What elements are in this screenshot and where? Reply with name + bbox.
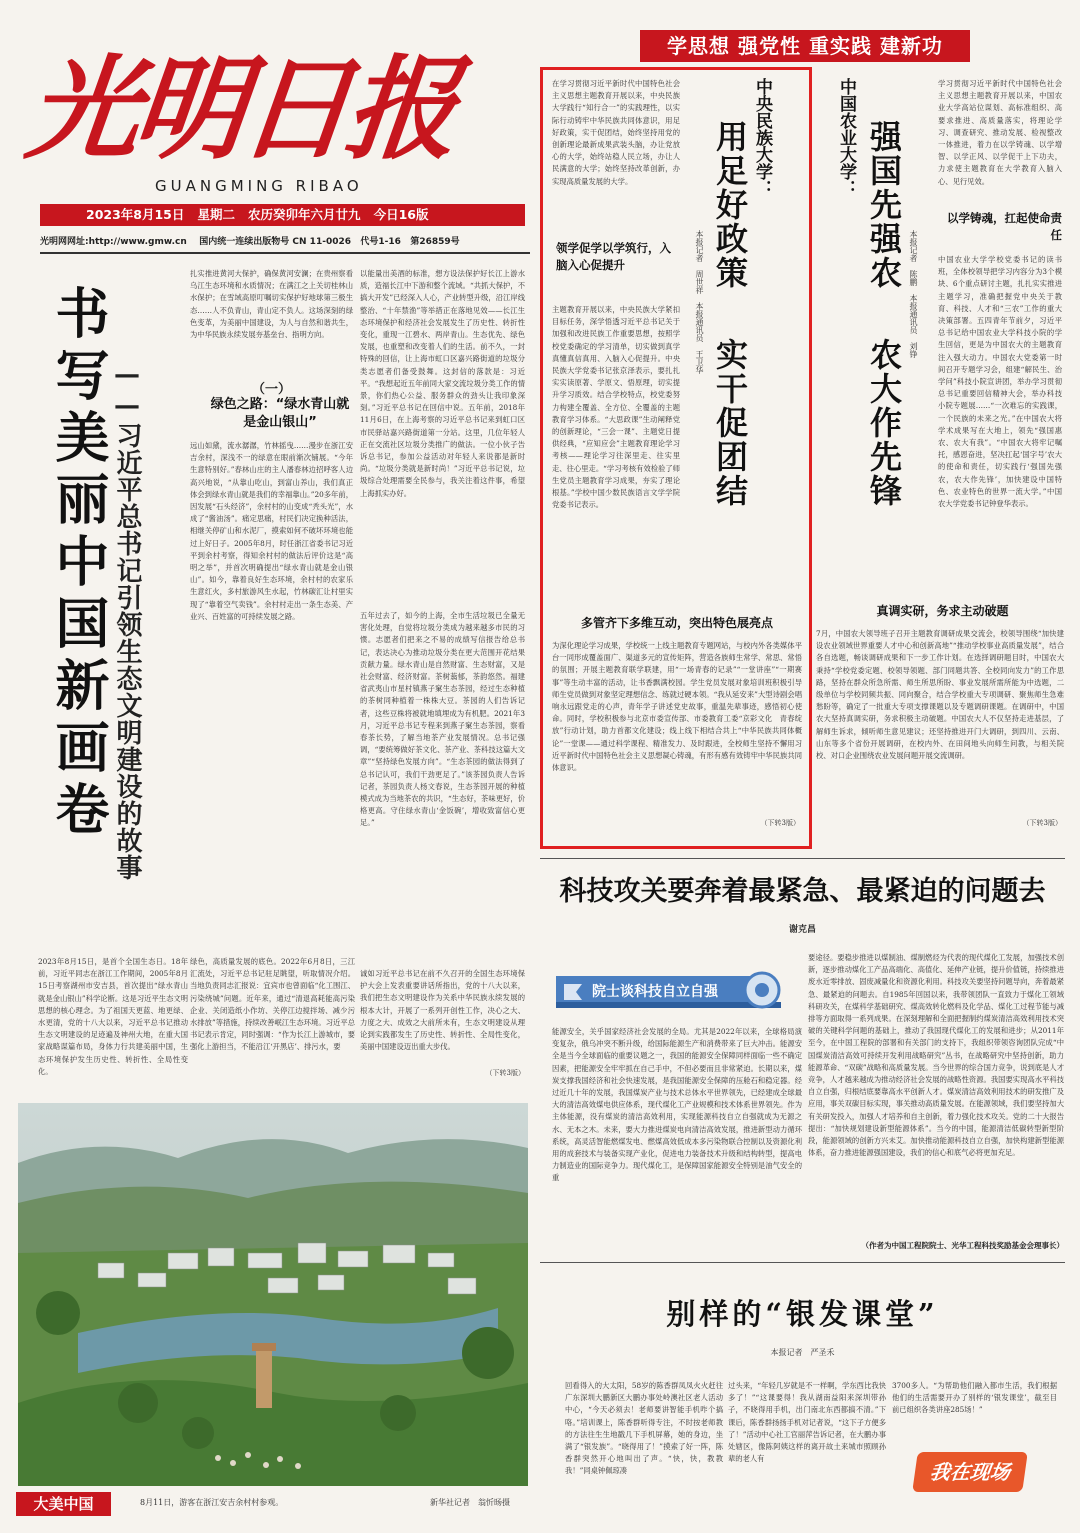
right-lead-text: 学习贯彻习近平新时代中国特色社会主义思想主题教育开展以来，中国农业大学高站位谋划、高标准组织、高要求推进、高质量落实，将理论学习、调查研究、推动发展、检视整改一体推进，着力在以学铸魂、以学增智、以学正风、以学促干上下功夫，力求使主题教育在大学教育入脑入心、见行见效。 bbox=[938, 79, 1062, 186]
center-sub1: 领学促学以学筑行，入脑入心促提升 bbox=[556, 241, 671, 272]
silver-tag: 我在现场 bbox=[912, 1452, 1028, 1492]
lead-col2-body: 远山如黛，流水潺潺，竹林摇曳……漫步在浙江安吉余村，深浅不一的绿意在眼前渐次铺展。“今年生意特别好。”春林山庄的主人潘春林边招呼客人边高兴地说，“从靠山吃山，到富山养山，我们真正体会到绿水青山就是我们的幸福靠山。”20多年前，因发展“石头经济”，余村村的山变成“秃头光”，水成了“酱油汤”。痛定思痛，村民们决定换种活法，相继关停矿山和水泥厂，摸索如何不破坏环境也能过上好日子。2005年8月，时任浙江省委书记习近平到余村考察，得知余村村的做法后评价这是“高明之举”，并首次明确提出“绿水青山就是金山银山”。如今，靠着良好生态环境，余村村的农家乐生意红火，多村旅游风生水起，竹林碳汇让村里实现了“靠着空气卖钱”。余村村走出一条生态美、产业兴、百姓富的可持续发展之路。 bbox=[190, 441, 353, 621]
lead-subtitle: ——习近平总书记引领生态文明建设的故事 bbox=[112, 360, 142, 881]
masthead-issue: 第26859号 bbox=[410, 237, 460, 247]
center-sub2: 多管齐下多维互动，突出特色展亮点 bbox=[580, 616, 773, 630]
center-jump[interactable]: （下转3版） bbox=[760, 819, 800, 827]
lead-col3: 以能量出美酒的标准，想方设法保护好长江上游水质，造福长江中下游和整个流域。“共抓大保护，不搞大开发”已经深入人心，产业转型升级，沿江岸线整治、“十年禁渔”等举措正在落地见效——长江生态环境保护和经济社会发展发生了历史性、转折性变化，重现一江碧水、两岸青山。生态优先、绿色发展，也重塑和改变着人们的生活。前不久，一封特殊的回信，让上海市虹口区嘉兴路街道的垃圾分类志愿者们备受鼓舞。这封信的落款是：习近平。“我想起近五年前同大家交流垃圾分类工作的情景，你们热心公益、服务群众的劲头让我印象深刻。”习近平总书记在回信中说。五年前，2018年11月6日，在上海考察的习近平总书记来到虹口区市民驿站嘉兴路街道第一分站。这里，几位年轻人正在交流社区垃圾分类推广的做法。一位小伙子告诉总书记，参加公益活动对年轻人来说都是新时尚。“垃圾分类就是新时尚！”习近平总书记说，垃圾综合处理需要全民参与，我关注着这件事，希望上海抓实办好。 bbox=[360, 269, 525, 498]
photo-caption: 8月11日，游客在浙江安吉余村村参观。 bbox=[140, 1498, 284, 1507]
village-photo bbox=[18, 1103, 528, 1486]
silver-text3: 3700多人。“为帮助他们融入都市生活，我们根据他们的生活需要开办了别样的‘银发课堂’，截至目前已组织各类讲座285场！” bbox=[892, 1381, 1057, 1415]
tech-column-tag bbox=[552, 968, 782, 1014]
center-school: 中央民族大学： bbox=[752, 78, 772, 197]
lead-intro: 2023年8月15日，是首个全国生态日。18年前，习近平同志在浙江工作期间，2005年8月15日考察湖州市安吉县，首次提出“绿水青山就是金山银山”科学论断。这是习近平生态文明思想的核心理念。为了祖国天更蓝、地更绿、水更清，党的十八大以来，习近平总书记推动生态文明建设的足迹遍及神州大地，在重大国家战略谋篇布局，身体力行共建美丽中国，生态环境保护发生历史性、转折性、全局性变化。 bbox=[38, 957, 188, 1076]
right-sub2: 真调实研，务求主动破题 bbox=[876, 604, 1009, 618]
right-byline: 本报记者 陈鹏 本报通讯员 刘铮 bbox=[909, 230, 918, 358]
photo-tag: 大美中国 bbox=[16, 1492, 111, 1516]
silver-title: 别样的“银发课堂” bbox=[666, 1297, 939, 1331]
masthead-code: 代号1-16 bbox=[360, 237, 401, 247]
masthead-lunar: 农历癸卯年六月廿九 bbox=[248, 207, 361, 222]
tech-text2: 要途径。要稳步推进以煤制油、煤制燃烃为代表的现代煤化工发展，加强技术创新，逐步推动煤化工产品高端化、高值化、延伸产业链，提升价值链，持续推进废水近零排放、固废减量化和资源化利用。科技攻关要坚持问题导向，奔着最紧急、最紧迫的问题去。自1985年回国以来，我带领团队一直致力于煤化工领域科研攻关，在煤科学基础研究、煤高效转化燃料及化学品、煤化工过程节能与减排等方面取得一系列成果。在深刻理解和全面把握制约煤炭清洁高效利用技术突破的关键科学问题的基础上，推动了我国现代煤化工的发展和进步；从2011年至今，在中国工程院的部署和有关部门的支持下，我组织带领咨询团队完成“中国煤炭清洁高效可持续开发利用战略研究”丛书，在战略研究中坚持创新，助力能源革命、“双碳”战略和高质量发展。当今世界的综合国力竞争，说到底是人才竞争，人才越来越成为推动经济社会发展的战略性资源。我国要实现高水平科技自立自强，归根结底要靠高水平创新人才。煤炭清洁高效利用技术的研发推广及应用，事关双碳目标实现，事关推动高质量发展。在能源领域，我们要坚持加大有关研发投入，加强人才培养和自主创新，着力强化技术攻关。党的二十大报告提出：“加快规划建设新型能源体系”。当今的中国，能源清洁低碳转型新型阶段，能源领域的创新方兴未艾。加快推动能源科技自立自强，加快构建新型能源体系，奋力推进能源强国建设，我们的信心和底气必将更加充足。 bbox=[808, 953, 1064, 1158]
lead-section1-num: （一） bbox=[251, 382, 291, 397]
center-text2: 为深化理论学习成果，学校统一上线主题教育专题网站，与校内外各类媒体平台一同形成覆盖面广、渠道多元的宣传矩阵，营造各族师生常学、常思、常悟的氛围；开展主题教育联学联建，用“一场青春的记录”“一堂讲座”“一期赛事”等生动丰富的活动，让书香飘满校园。学生党员发展对象培训班积极引导师生党员做到对象坚定理想信念、练就过硬本领。“我从延安来”大型诗剧会唱响永远跟党走的心声，青年学子讲述党史故事，重温先辈事迹，感悟初心使命。同时，学校积极参与北京市委宣传部、市委教育工委“京彩文化 青春绽放”行动计划，助力首都文化建设；线上线下相结合共上“中华民族共同体概论”一堂课——通过科学课程、精准发力、及时跟进，全校师生坚持不懈用习近平新时代中国特色社会主义思想凝心铸魂，有形有感有效铸牢中华民族共同体意识。 bbox=[552, 641, 802, 773]
masthead-cn: 国内统一连续出版物号 CN 11-0026 bbox=[199, 237, 351, 247]
masthead-info-line bbox=[40, 234, 530, 247]
right-title-2: 农大作先锋 bbox=[865, 338, 903, 508]
silver-byline: 本报记者 严圣禾 bbox=[770, 1348, 835, 1357]
center-byline: 本报记者 周世祥 本报通讯员 王卫华 bbox=[695, 230, 704, 374]
tech-text1: 能源安全，关乎国家经济社会发展的全局。尤其是2022年以来，全球格局演变复杂，俄乌冲突不断升级，给国际能源生产和消费带来了巨大冲击。能源安全是当今全球面临的重要议题之一，我国的能源安全保障同样面临一些不确定因素，把能源安全牢牢抓在自己手中，不但必要而且非常紧迫。长期以来，煤炭支撑我国经济和社会快速发展，是我国能源安全保障的压舱石和稳定器。经过近几十年的发展，我国煤炭产业与技术总体水平世界领先，已经建成全球最大的清洁高效煤电供应体系，现代煤化工产业规模和技术体系世界领先。作为主体能源，没有煤炭的清洁高效利用，实现能源科技自立自强就成为无源之水、无本之木。未来，要大力推进煤炭电向清洁高效发展，推进新型动力循环系统，高灵活智能燃煤发电、燃煤高效低成本多污染物联合控制以及资源化利用的成套技术与装备实现产业化，促进电力装备技术升级和结构转型，提高电力制造业的国际竞争力。现代煤化工，是保障国家能源安全特别是油气安全的重 bbox=[552, 1027, 802, 1183]
masthead-weekday: 星期二 bbox=[197, 207, 235, 222]
masthead-pages: 今日16版 bbox=[373, 207, 429, 222]
silver-text1: 回看得入的大太阳，58岁的陈香群凤凤火火赶往广东深圳大鹏新区大鹏办事处岭澳社区老人活动中心，“今天必须去！老师要讲智能手机咋个搞咯。”培训课上，陈香群听得专注，不时按老师教的方法往生生地戳几下手机屏幕，她的身边，坐满了“银发族”。“晓得用了！”摸索了好一阵，陈香群突然开心地叫出了声。“快，快，教教我！”同桌钟佩琼凑 bbox=[565, 1381, 723, 1476]
center-lead-text: 在学习贯彻习近平新时代中国特色社会主义思想主题教育开展以来，中央民族大学践行“知行合一”的实践理性，以实际行动铸牢中华民族共同体意识，用足好政策，实干促团结，始终坚持用党的创新理论最新成果武装头脑，办让党放心的大学，始终站稳人民立场，办让人民满意的大学；始终坚持改革创新，办实现高质量发展的大学。 bbox=[552, 79, 680, 186]
lead-title: 书写美丽中国新画卷 bbox=[47, 285, 110, 843]
lead-col4b: 诚如习近平总书记在前不久召开的全国生态环境保护大会上发表重要讲话所指出，党的十八大以来，我们把生态文明建设作为关系中华民族永续发展的根本大计，开展了一系列开创性工作，决心之大、力度之大、成效之大前所未有，生态文明建设从理论到实践都发生了历史性、转折性、全局性变化，美丽中国建设迈出重大步伐。 bbox=[360, 969, 525, 1052]
right-title-1: 强国先强农 bbox=[865, 120, 903, 290]
silver-text2: 过头来，“年轻几岁就是不一样啊，学东西比我快多了！”“这课要得！我从湖南益阳来深圳带孙子，不晓得用手机，出门南北东西都搞不清。”下课后，陈香群扬扬手机对记者说，“这下子方便多了！”活动中心社工官丽萍告诉记者，在大鹏办事处辖区，像陈阿姨这样的离开故土来城市照顾孙辈的老人有 bbox=[728, 1381, 886, 1464]
center-text1: 主题教育开展以来，中央民族大学紧扣目标任务，深学悟透习近平总书记关于加强和改进民族工作重要思想，按照学校党委确定的学习清单，切实做到真学真懂真信真用、入脑入心促提升。中央民族大学党委书记张京泽表示，要扎扎实实读原著、学原文、悟原理，切实提升学习质效。结合学校特点，校党委努力构建全覆盖、全方位、全覆盖的主题教育学习体系。“大思政课”生动阐释党的创新理论，“三会一课”、主题党日提供经典，“应知应会”主题教育理论学习考核——理论学习往深里走、往实里走、往心里走。“学习考核有效检验了师生党员主题教育学习成果，夯实了理论根基。”学校中国少数民族语言文学学院党委书记表示。 bbox=[552, 305, 680, 510]
photo-credit: 新华社记者 翁忻旸摄 bbox=[430, 1498, 510, 1507]
center-title-1: 用足好政策 bbox=[711, 120, 749, 290]
right-text1: 中国农业大学学校党委书记的读书班，全体校领导把学习内容分为3个模块、6个重点研讨主题，扎扎实实推进主题学习，准确把握党中央关于教育、科技、人才和“三农”工作的重大决策部署。五四青年节前夕，习近平总书记给中国农业大学科技小院的学生回信，更是为中国农大的主题教育注入强大动力。中国农大党委第一时间召开专题学习会，组建“解民生、治学问”科技小院宣讲团，举办学习贯彻总书记重要回信精神大会，举办科技小院专题展……“一次难忘的实践课，一个民族的未来之光。”在中国农大将学术成果写在大地上，领先“强国惠农、农大有我”。“中国农大将牢记嘱托，感恩奋进，坚决扛起‘国字号’农大的使命和责任，切实践行‘强国先强农，农大作先锋’，加快建设中国特色、农业特色的世界一流大学。”中国农大学党委书记钟登华表示。 bbox=[938, 255, 1062, 509]
lead-col4: 五年过去了，如今的上海，全市生活垃圾已全量无害化处理，自觉将垃圾分类成为越来越多市民的习惯。志愿者们把来之不易的成绩写信报告给总书记，表达决心为推动垃圾分类在更大范围开花结果贡献力量。绿水青山是自然财富、生态财富，又是社会财富、经济财富。茶树蓊郁，茶韵悠然。福建省武夷山市星村镇燕子窠生态茶园，经过生态种植的茶树同种植着一株株大豆。茶园的人们告诉记者，这些豆株将被就地填埋成为有机肥。2021年3月，习近平总书记专程来到燕子窠生态茶园，察看春茶长势，了解当地茶产业发展情况。总书记强调，“要统筹做好茶文化、茶产业、茶科技这篇大文章”“坚持绿色发展方向”。“生态茶园的做法得到了总书记认可，我们干劲更足了。”该茶园负责人告诉记者，茶园负责人杨文春说，生态茶园开展的种植模式成为当地茶农的共识，“生态好，茶味更好，价格更高。守住绿水青山‘金饭碗’，增收致富信心更足。” bbox=[360, 610, 525, 950]
center-title-2: 实干促团结 bbox=[711, 338, 749, 508]
tech-column-label: 院士谈科技自立自强 bbox=[592, 984, 718, 1000]
tech-sign: （作者为中国工程院院士、光华工程科技奖励基金会理事长） bbox=[861, 1241, 1064, 1250]
tech-title: 科技攻关要奔着最紧急、最紧迫的问题去 bbox=[559, 876, 1046, 907]
right-sub1: 以学铸魂，扛起使命责任 bbox=[947, 211, 1062, 242]
masthead-website[interactable]: 光明网网址:http://www.gmw.cn bbox=[40, 237, 187, 247]
masthead-pinyin: GUANGMING RIBAO bbox=[155, 177, 363, 195]
lead-col2-top: 扎实推进黄河大保护，确保黄河安澜；在贵州察看乌江生态环境和水质情况；在满江之上关切桂林山水保护；在雪域高原叮嘱切实保护好地球第三极生态……人不负青山，青山定不负人。这场深刻的绿色变革，为美丽中国建设，为人与自然和谐共生，为中华民族永续发展夯基垒台、指明方向。 bbox=[190, 269, 353, 340]
right-jump[interactable]: （下转3版） bbox=[1022, 819, 1062, 827]
right-text2: 7月，中国农大领导班子召开主题教育调研成果交流会，校领导围绕“加快建设农业领域世界重要人才中心和创新高地”“推动学校事业高质量发展”，结合各自选题，畅谈调研成果和下一步工作计划。在选择调研题目时，中国农大秉持“学校党委定题、校领导领题、部门同题共答、全校同向发力”的工作思路，坚持在群众所急所需、师生所思所盼、事业发展所需所能为中选题，二级单位与学校同频共振、同向聚合，结合学校重大专项调研、聚焦师生急难愁盼等，确定了一批重大专项支撑课题以及专题调研课题。在调研中，中国农大坚持真调实研，务求积极主动破题。中国农大人不仅坚持走进基层，了解师生诉求，倾听师生意见建议；还坚持推进开门大调研，到四川、云南、山东等多个省份开展调研，在校内外、在田间地头向师生问教，与相关院校、对口企业围绕农业发展问题开展交流调研。 bbox=[816, 629, 1064, 761]
right-school: 中国农业大学： bbox=[836, 78, 856, 197]
lead-jump[interactable]: （下转3版） bbox=[485, 1069, 525, 1077]
lead-section1-title: 绿色之路：“绿水青山就是金山银山” bbox=[210, 397, 350, 430]
tech-author: 谢克昌 bbox=[788, 925, 816, 935]
masthead-date-bar bbox=[40, 204, 525, 226]
lead-col3b: 绿色，高质量发展的底色。2022年6月8日，三江汇流处，习近平总书记驻足眺望，听取情况介绍。当地负责同志汇报说：宜宾市也曾面临“化工围江、污染绕城”问题。近年来，通过“清退高耗能高污染企业、关闭造纸小作坊、关停江边搅拌场、减少污水排放”等措施，持续改善岷江生态环境。习近平总书记表示肯定，同时强调：“作为长江上游城市，要强化上游担当，不能沿江‘开黑店’、排污水，要 bbox=[190, 957, 355, 1052]
masthead-logo: 光明日报 bbox=[21, 44, 459, 175]
theme-banner: 学思想 强党性 重实践 建新功 bbox=[640, 30, 970, 62]
masthead-date: 2023年8月15日 bbox=[86, 207, 185, 222]
